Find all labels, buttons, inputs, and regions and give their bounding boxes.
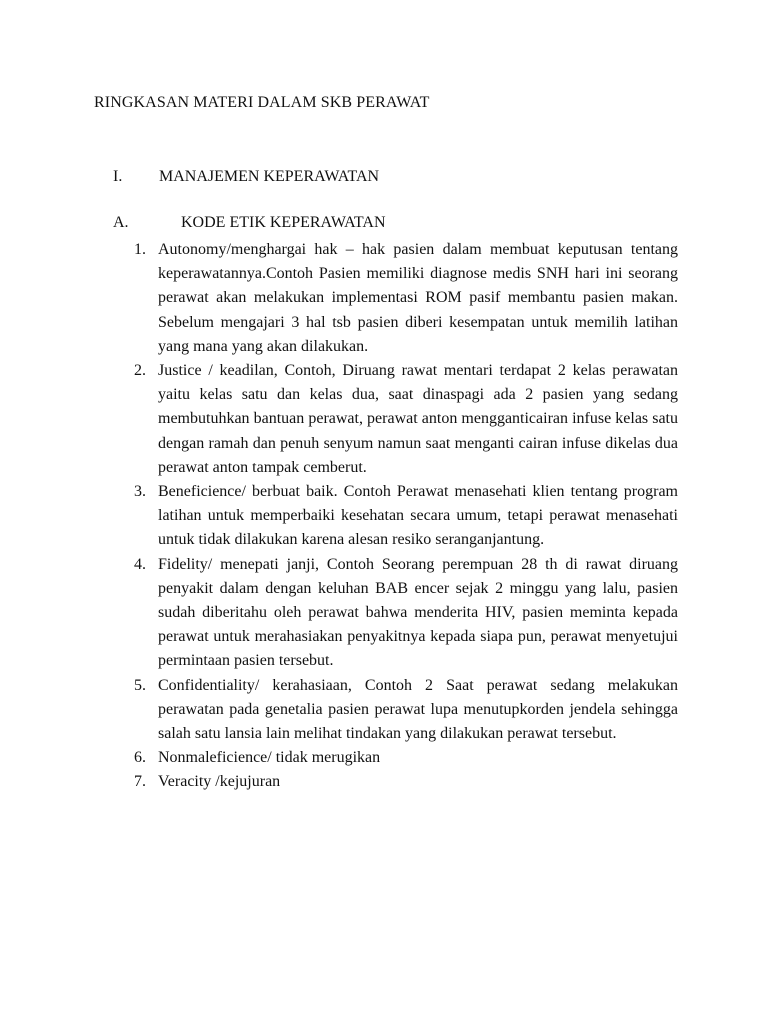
list-item-number: 3. <box>134 483 146 501</box>
list-item-text: Justice / keadilan, Contoh, Diruang rawat mentari terdapat 2 kelas perawatan yaitu kelas satu dan kelas dua, saat dinaspagi ada 2 pasien yang sedang membutuhkan bantuan perawat, perawat anton mengganticairan infuse kelas satu dengan ramah dan penuh senyum namun saat menganti cairan infuse dikelas dua perawat anton tampak cemberut. <box>158 362 678 476</box>
list-item-text: Nonmaleficience/ tidak merugikan <box>158 749 381 767</box>
list-item <box>130 480 678 553</box>
list-item-text: Veracity /kejujuran <box>158 773 281 791</box>
list-item-number: 7. <box>134 773 146 791</box>
list-item-number: 1. <box>134 241 146 258</box>
document-title: RINGKASAN MATERI DALAM SKB PERAWAT <box>94 94 430 111</box>
list-item <box>130 770 678 794</box>
list-item-text: Autonomy/menghargai hak – hak pasien dalam membuat keputusan tentang keperawatannya.Contoh Pasien memiliki diagnose medis SNH hari ini seorang perawat akan melakukan implementasi ROM pasif membantu pasien makan. Sebelum mengajari 3 hal tsb pasien diberi kesempatan untuk memilih latihan yang mana yang akan dilakukan. <box>158 241 678 355</box>
list-item-number: 4. <box>134 555 146 573</box>
section-title: MANAJEMEN KEPERAWATAN <box>159 168 380 185</box>
subsection-letter: A. <box>113 214 129 231</box>
list-item <box>130 238 678 359</box>
list-item-text: Beneficience/ berbuat baik. Contoh Perawat menasehati klien tentang program latihan untuk memperbaiki kesehatan secara umum, tetapi perawat menasehati untuk tidak dilakukan karena alesan resiko seranganjantung. <box>158 483 678 549</box>
list-item-text: Confidentiality/ kerahasiaan, Contoh 2 Saat perawat sedang melakukan perawatan pada genetalia pasien perawat lupa menutupkorden jendela sehingga salah satu lansia lain melihat tindakan yang dilakukan perawat tersebut. <box>158 676 678 743</box>
ethics-list <box>130 238 678 795</box>
list-item-text: Fidelity/ menepati janji, Contoh Seorang perempuan 28 th di rawat diruang penyakit dalam dengan keluhan BAB encer sejak 2 minggu yang lalu, pasien sudah diberitahu oleh perawat bahwa menderita HIV, pasien meminta kepada perawat untuk merahasiakan penyakitnya kepada siapa pun, perawat menyetujui permintaan pasien tersebut. <box>158 555 678 670</box>
list-item <box>130 746 678 770</box>
list-item-number: 5. <box>134 676 146 694</box>
section-number: I. <box>113 168 123 185</box>
list-item-number: 2. <box>134 362 146 380</box>
list-item <box>130 674 678 747</box>
list-item-number: 6. <box>134 749 146 767</box>
list-item <box>130 553 678 674</box>
list-item <box>130 359 678 480</box>
subsection-title: KODE ETIK KEPERAWATAN <box>181 214 386 231</box>
